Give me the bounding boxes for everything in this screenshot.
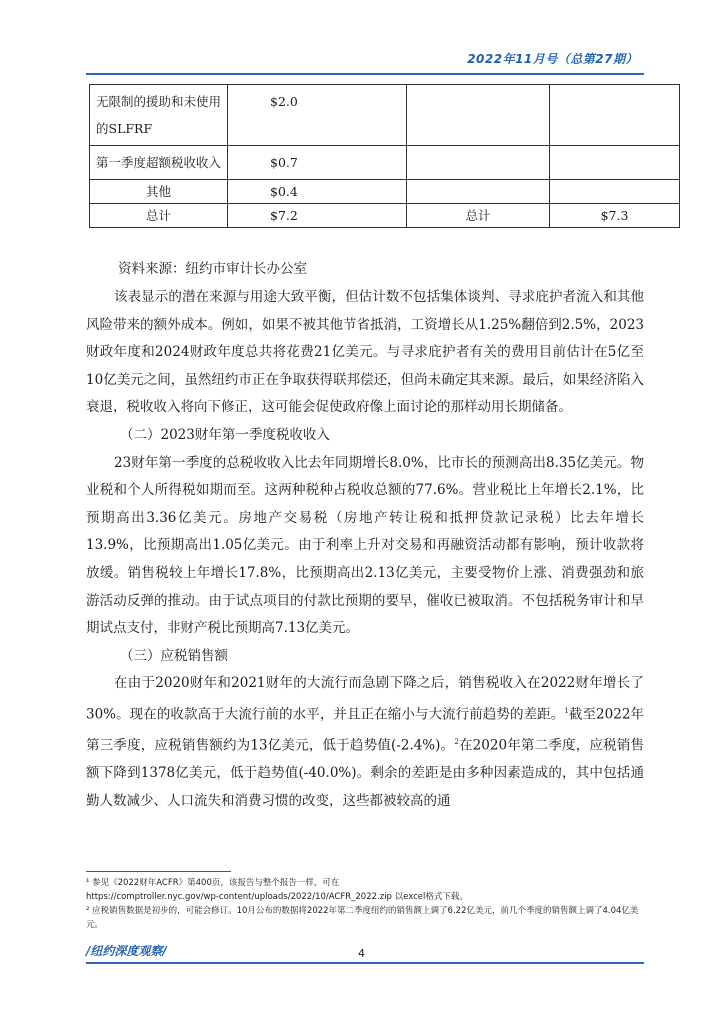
footer-divider: [86, 962, 644, 964]
table-cell: [407, 146, 550, 180]
table-row: [90, 180, 680, 204]
header-divider: [86, 73, 644, 75]
funding-table: [89, 84, 680, 228]
paragraph-1: 该表显示的潜在来源与用途大致平衡，但估计数不包括集体谈判、寻求庇护者流入和其他风险带来的额外成本。例如，如果不被其他节省抵消，工资增长从1.25%翻倍到2.5%，2023财政年度和2024财政年度总共将花费21亿美元。与寻求庇护者有关的费用目前估计在5亿至10亿美元之间，虽然纽约市正在争取获得联邦偿还，但尚未确定其来源。最后，如果经济陷入衰退，税收收入将向下修正，这可能会促使政府像上面讨论的那样动用长期储备。: [86, 289, 644, 416]
table-cell: [550, 180, 680, 204]
paragraph-2: 23财年第一季度的总税收收入比去年同期增长8.0%，比市长的预测高出8.35亿美元。物业税和个人所得税如期而至。这两种税种占税收总额的77.6%。营业税比上年增长2.1%，比预期高出3.36亿美元。房地产交易税（房地产转让税和抵押贷款记录税）比去年增长13.9%，比预期高出1.05亿美元。由于利率上升对交易和再融资活动都有影响，预计收款将放缓。销售税较上年增长17.8%，比预期高出2.13亿美元，主要受物价上涨、消费强劲和旅游活动反弹的推动。由于试点项目的付款比预期的要早，催收已被取消。不包括税务审计和早期试点支付，非财产税比预期高7.13亿美元。: [86, 454, 644, 637]
section-heading-3: （三）应税销售额: [120, 647, 228, 664]
footnote-divider: [86, 871, 231, 872]
table-row: [90, 85, 680, 146]
issue-header: 2022年11月号（总第27期）: [467, 52, 638, 66]
footnote-1-link[interactable]: https://comptroller.nyc.gov/wp-content/uploads/2022/10/ACFR_2022.zip 以excel格式下载。: [86, 892, 468, 902]
paragraph-3-part-c: 在2020年第二季度，应税销售额下降到1378亿美元，低于趋势值(-40.0%)。剩余的差距是由多种因素造成的，其中包括通勤人数减少、人口流失和消费习惯的改变，这些都被较高的通: [86, 737, 645, 809]
table-cell: [550, 146, 680, 180]
table-cell: $7.3: [550, 204, 680, 228]
page-number: 4: [358, 947, 365, 960]
table-cell: 总计: [90, 204, 228, 228]
footnote-1: ¹ 参见《2022财年ACFR》第400页，该报告与整个报告一样，可在: [86, 878, 340, 888]
table-cell: [407, 180, 550, 204]
paragraph-3-part-b: 截至2022年第三季度，应税销售额约为13亿美元，低于趋势值(-2.4%)。: [86, 706, 645, 754]
table-cell: 其他: [90, 180, 228, 204]
table-cell: $2.0: [228, 85, 407, 146]
footnote-ref-1[interactable]: 1: [564, 706, 569, 715]
article-body: [86, 284, 644, 815]
footnotes: [86, 876, 644, 932]
footnote-ref-2[interactable]: 2: [454, 738, 459, 746]
table-row-total: [90, 204, 680, 228]
table-cell: 总计: [407, 204, 550, 228]
table-cell: $0.4: [228, 180, 407, 204]
table-cell: $0.7: [228, 146, 407, 180]
table-cell: [407, 85, 550, 146]
table-cell: $7.2: [228, 204, 407, 228]
table-cell: 第一季度超额税收收入: [90, 146, 228, 180]
table-source: 资料来源：纽约市审计长办公室: [118, 261, 307, 277]
table-cell: [550, 85, 680, 146]
paragraph-3-part-a: 在由于2020财年和2021财年的大流行而急剧下降之后，销售税收入在2022财年增长了30%。现在的收款高于大流行前的水平，并且正在缩小与大流行前趋势的差距。: [86, 675, 644, 723]
table-cell: 无限制的援助和未使用的SLFRF: [90, 85, 228, 146]
footnote-2: ² 应税销售数据是初步的，可能会修订。10月公布的数据将2022年第二季度纽约的销售额上调了6.22亿美元，前几个季度的销售额上调了4.04亿美元。: [86, 906, 639, 930]
section-heading-2: （二）2023财年第一季度税收收入: [120, 426, 330, 443]
table-row: [90, 146, 680, 180]
publication-footer: /纽约深度观察/: [86, 944, 167, 958]
paragraph-3: [86, 670, 644, 815]
